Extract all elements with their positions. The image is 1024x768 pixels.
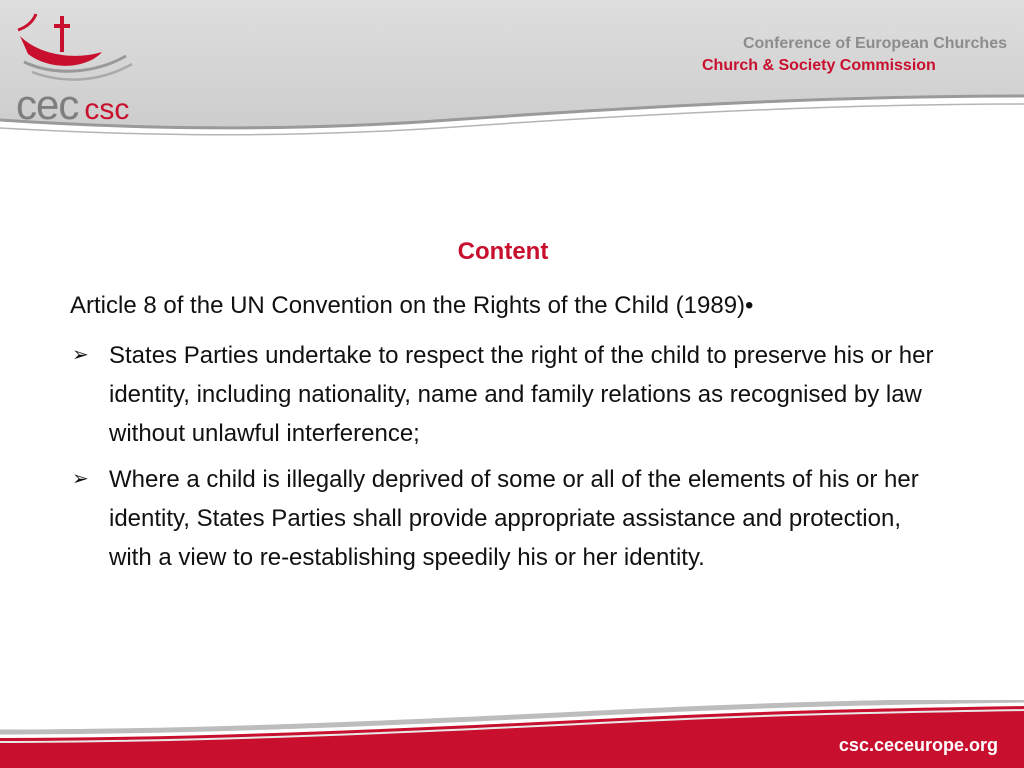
list-item	[70, 336, 940, 453]
logo-sub-text: csc	[84, 93, 130, 126]
org-name: Conference of European Churches	[742, 35, 1007, 52]
bullet-text: States Parties undertake to respect the right of the child to preserve his or her identity, including nationality, name and family relations as recognised by law without unlawful interference;	[109, 342, 934, 447]
slide-title: Content	[457, 238, 549, 265]
bullet-text: Where a child is illegally deprived of some or all of the elements of his or her identity, States Parties shall provide appropriate assistance and protection, with a view to re-establishing speedily his or her identity.	[109, 466, 919, 571]
arrow-bullet-icon: ➢	[72, 468, 89, 490]
cec-logo-text	[16, 81, 130, 128]
footer-band	[0, 700, 1024, 768]
logo-main-text: cec	[16, 81, 79, 128]
list-item	[70, 460, 940, 577]
commission-name: Church & Society Commission	[702, 57, 936, 74]
lead-text: Article 8 of the UN Convention on the Rights of the Child (1989)•	[70, 292, 754, 319]
arrow-bullet-icon: ➢	[72, 344, 89, 366]
bullet-list	[70, 336, 940, 584]
footer-url: csc.ceceurope.org	[838, 735, 998, 755]
